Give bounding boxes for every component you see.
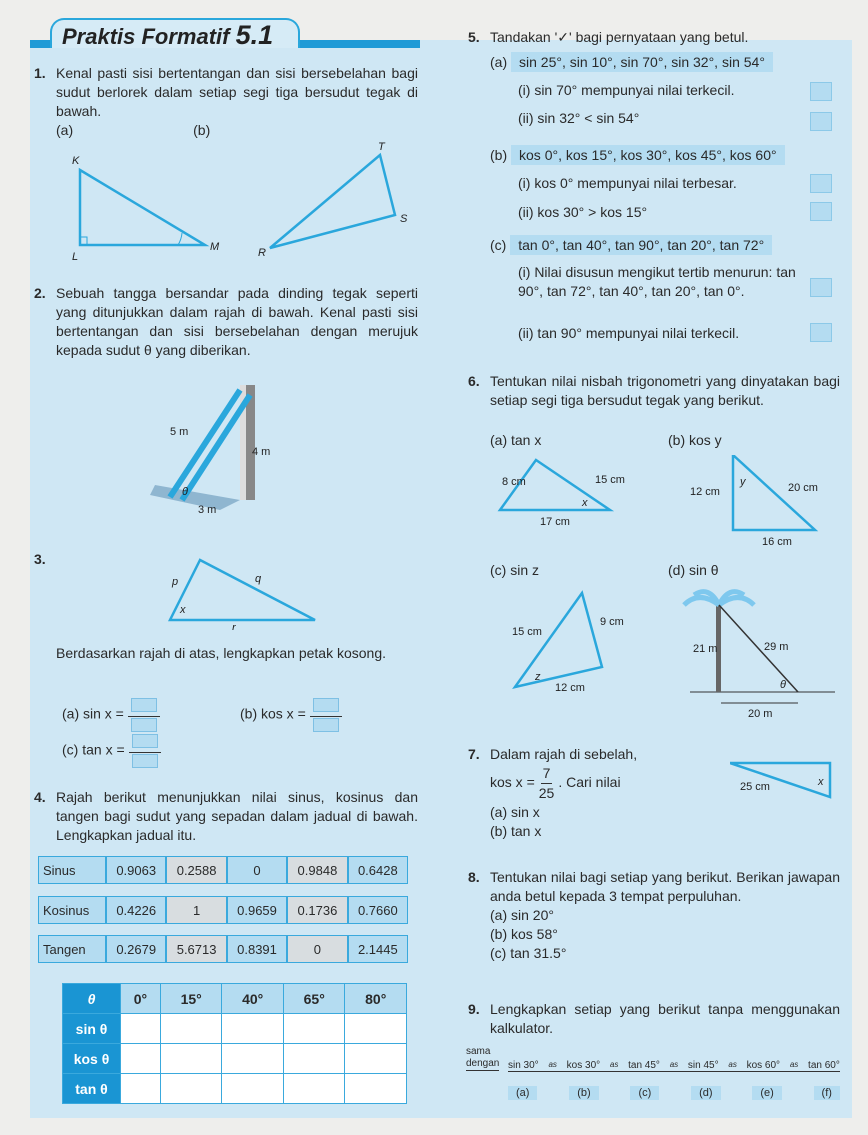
vertex-label: S bbox=[400, 213, 408, 225]
sama-separator: as bbox=[728, 1060, 737, 1069]
row-label: Kosinus bbox=[38, 896, 106, 924]
chain-term: kos 30° bbox=[566, 1060, 601, 1071]
triangles-figure bbox=[60, 140, 410, 265]
statement: (ii) sin 32° < sin 54° bbox=[518, 110, 640, 126]
vertex-label: M bbox=[210, 241, 220, 253]
sama-separator: as bbox=[669, 1060, 679, 1069]
answer-box[interactable] bbox=[131, 718, 157, 732]
answer-box[interactable]: (c) bbox=[630, 1086, 659, 1100]
question-6: 6. Tentukan nilai nisbah trigonometri yang dinyatakan bagi setiap segi tiga bersudut tegak yang berikut. bbox=[468, 373, 840, 408]
answer-cell[interactable] bbox=[283, 1014, 345, 1044]
answer-box[interactable] bbox=[132, 754, 158, 768]
sama-separator: as bbox=[609, 1060, 619, 1069]
ladder-figure bbox=[150, 385, 290, 520]
side-label: 12 cm bbox=[555, 682, 585, 694]
answer-cell[interactable] bbox=[160, 1074, 222, 1104]
value-cell: 0.2679 bbox=[106, 935, 166, 963]
answer-box[interactable]: (f) bbox=[814, 1086, 840, 1100]
length-label: 3 m bbox=[198, 504, 217, 516]
question-1: 1. Kenal pasti sisi bertentangan dan sisi bersebelahan bagi sudut berlorek dalam setiap segi tiga bersudut tegak di bawah. (a) (b) bbox=[34, 65, 418, 138]
answer-cell[interactable] bbox=[222, 1014, 284, 1044]
question-5: 5. Tandakan '✓' bagi pernyataan yang betul. bbox=[468, 29, 749, 45]
angle-label: z bbox=[535, 671, 541, 683]
q6-d-label: (d) sin θ bbox=[668, 562, 719, 578]
answer-box[interactable] bbox=[313, 698, 339, 712]
value-cell: 2.1445 bbox=[348, 935, 408, 963]
checkbox[interactable] bbox=[810, 174, 832, 193]
q3-instruction: Berdasarkan rajah di atas, lengkapkan petak kosong. bbox=[56, 645, 386, 661]
statement: (i) sin 70° mempunyai nilai terkecil. bbox=[518, 82, 735, 98]
answer-cell[interactable] bbox=[283, 1044, 345, 1074]
side-label: 25 cm bbox=[740, 781, 770, 793]
tangen-row bbox=[38, 935, 408, 963]
table-header: θ bbox=[63, 984, 121, 1014]
vertex-label: R bbox=[258, 247, 266, 259]
value-cell: 0.9659 bbox=[227, 896, 287, 924]
answer-box[interactable] bbox=[313, 718, 339, 732]
row-header: sin θ bbox=[63, 1014, 121, 1044]
answer-cell[interactable] bbox=[121, 1044, 161, 1074]
length-label: 5 m bbox=[170, 426, 189, 438]
value-cell: 0.6428 bbox=[348, 856, 408, 884]
chain-term: sin 45° bbox=[687, 1060, 719, 1071]
header-bar bbox=[298, 40, 420, 48]
side-label: 20 cm bbox=[788, 482, 818, 494]
value-cell: 0.8391 bbox=[227, 935, 287, 963]
side-label: p bbox=[172, 576, 179, 588]
question-9: 9. Lengkapkan setiap yang berikut tanpa menggunakan kalkulator. bbox=[468, 1001, 840, 1036]
answer-box[interactable]: (d) bbox=[691, 1086, 720, 1100]
chain-term: tan 45° bbox=[628, 1060, 660, 1071]
trig-table bbox=[62, 983, 407, 1104]
answer-cell[interactable] bbox=[222, 1074, 284, 1104]
sinus-row bbox=[38, 856, 408, 884]
side-label: 12 cm bbox=[690, 486, 720, 498]
value-cell: 1 bbox=[166, 896, 226, 924]
q5-b-values: (b) kos 0°, kos 15°, kos 30°, kos 45°, kos 60° bbox=[490, 145, 785, 165]
chain-term: tan 60° bbox=[808, 1060, 840, 1071]
checkbox[interactable] bbox=[810, 112, 832, 131]
header-bar bbox=[30, 40, 52, 48]
angle-label: y bbox=[740, 476, 746, 488]
value-cell: 0.2588 bbox=[166, 856, 226, 884]
vertex-label: K bbox=[72, 155, 80, 167]
value-cell: 0.9063 bbox=[106, 856, 166, 884]
value-cell: 0.7660 bbox=[348, 896, 408, 924]
q6-a-label: (a) tan x bbox=[490, 432, 542, 448]
q3-a: (a) sin x = bbox=[62, 697, 164, 733]
value-cell: 0.1736 bbox=[287, 896, 347, 924]
side-label: 17 cm bbox=[540, 516, 570, 528]
answer-cell[interactable] bbox=[121, 1074, 161, 1104]
side-label: 20 m bbox=[748, 708, 773, 720]
q6-c-label: (c) sin z bbox=[490, 562, 539, 578]
checkbox[interactable] bbox=[810, 202, 832, 221]
statement: (ii) kos 30° > kos 15° bbox=[518, 204, 648, 220]
triangle-pqr bbox=[150, 555, 330, 630]
side-label: 8 cm bbox=[502, 476, 526, 488]
side-label: q bbox=[255, 573, 262, 585]
side-label: r bbox=[232, 622, 236, 630]
side-label: 16 cm bbox=[762, 536, 792, 548]
statement: (i) kos 0° mempunyai nilai terbesar. bbox=[518, 175, 737, 191]
answer-box[interactable]: (a) bbox=[508, 1086, 537, 1100]
value-cell: 0 bbox=[227, 856, 287, 884]
angle-label: x bbox=[818, 776, 824, 788]
statement: (ii) tan 90° mempunyai nilai terkecil. bbox=[518, 325, 740, 341]
answer-box[interactable]: (b) bbox=[569, 1086, 598, 1100]
question-8: 8. Tentukan nilai bagi setiap yang berikut. Berikan jawapan anda betul kepada 3 tempat perpuluhan. (a) sin 20° (b) kos 58° (c) tan 31.5° bbox=[468, 869, 840, 961]
question-4: 4. Rajah berikut menunjukkan nilai sinus, kosinus dan tangen bagi sudut yang sepadan dalam jadual di bawah. Lengkapkan jadual itu. bbox=[34, 789, 418, 843]
q5-c-values: (c) tan 0°, tan 40°, tan 90°, tan 20°, tan 72° bbox=[490, 235, 772, 255]
table-header: 65° bbox=[283, 984, 345, 1014]
side-label: 9 cm bbox=[600, 616, 624, 628]
side-label: 15 cm bbox=[512, 626, 542, 638]
legend-sama-dengan: sama dengan bbox=[466, 1046, 500, 1069]
kosinus-row bbox=[38, 896, 408, 924]
answer-cell[interactable] bbox=[345, 1014, 407, 1044]
row-label: Sinus bbox=[38, 856, 106, 884]
equality-chain bbox=[508, 1060, 840, 1072]
chain-term: sin 30° bbox=[508, 1060, 539, 1071]
q5-a-values: (a) sin 25°, sin 10°, sin 70°, sin 32°, sin 54° bbox=[490, 52, 773, 72]
value-cell: 5.6713 bbox=[166, 935, 226, 963]
checkbox[interactable] bbox=[810, 323, 832, 342]
question-2: 2. Sebuah tangga bersandar pada dinding tegak seperti yang ditunjukkan dalam rajah di bawah. Kenal pasti sisi bertentangan dan sisi bersebelahan dengan merujuk kepada sudut θ yang diberikan. bbox=[34, 285, 418, 358]
answer-cell[interactable] bbox=[345, 1074, 407, 1104]
checkbox[interactable] bbox=[810, 82, 832, 101]
answer-labels bbox=[508, 1086, 840, 1100]
angle-label: x bbox=[582, 497, 588, 509]
side-label: 15 cm bbox=[595, 474, 625, 486]
page-title: Praktis Formatif 5.1 bbox=[62, 20, 274, 50]
sama-separator: as bbox=[548, 1060, 557, 1069]
side-label: 21 m bbox=[693, 643, 718, 655]
answer-box[interactable] bbox=[131, 698, 157, 712]
answer-cell[interactable] bbox=[345, 1044, 407, 1074]
angle-label: x bbox=[180, 604, 186, 616]
answer-cell[interactable] bbox=[160, 1044, 222, 1074]
answer-box[interactable] bbox=[132, 734, 158, 748]
chain-term: kos 60° bbox=[746, 1060, 781, 1071]
angle-label: θ bbox=[780, 679, 786, 691]
table-header: 80° bbox=[345, 984, 407, 1014]
vertex-label: T bbox=[378, 141, 385, 153]
length-label: 4 m bbox=[252, 446, 271, 458]
question-7: 7. Dalam rajah di sebelah, kos x = $\frac{7}{25}$ . Cari nilai (a) sin x (b) tan x bbox=[468, 746, 638, 839]
value-cell: 0.9848 bbox=[287, 856, 347, 884]
row-header: tan θ bbox=[63, 1074, 121, 1104]
statement: (i) Nilai disusun mengikut tertib menurun: tan 90°, tan 72°, tan 40°, tan 20°, tan 0°. bbox=[518, 264, 796, 299]
q6-b-label: (b) kos y bbox=[668, 432, 722, 448]
table-header: 0° bbox=[121, 984, 161, 1014]
row-header: kos θ bbox=[63, 1044, 121, 1074]
checkbox[interactable] bbox=[810, 278, 832, 297]
answer-cell[interactable] bbox=[121, 1014, 161, 1044]
value-cell: 0 bbox=[287, 935, 347, 963]
table-header: 15° bbox=[160, 984, 222, 1014]
answer-cell[interactable] bbox=[160, 1014, 222, 1044]
vertex-label: L bbox=[72, 251, 79, 263]
answer-box[interactable]: (e) bbox=[752, 1086, 781, 1100]
sama-separator: as bbox=[789, 1060, 799, 1069]
q6-figures bbox=[490, 455, 850, 720]
answer-cell[interactable] bbox=[283, 1074, 345, 1104]
q3-c: (c) tan x = bbox=[62, 733, 165, 769]
value-cell: 0.4226 bbox=[106, 896, 166, 924]
side-label: 29 m bbox=[764, 641, 789, 653]
answer-cell[interactable] bbox=[222, 1044, 284, 1074]
table-header: 40° bbox=[222, 984, 284, 1014]
angle-label: θ bbox=[182, 486, 188, 498]
q3-b: (b) kos x = bbox=[240, 697, 346, 733]
q7-triangle bbox=[730, 755, 840, 805]
row-label: Tangen bbox=[38, 935, 106, 963]
